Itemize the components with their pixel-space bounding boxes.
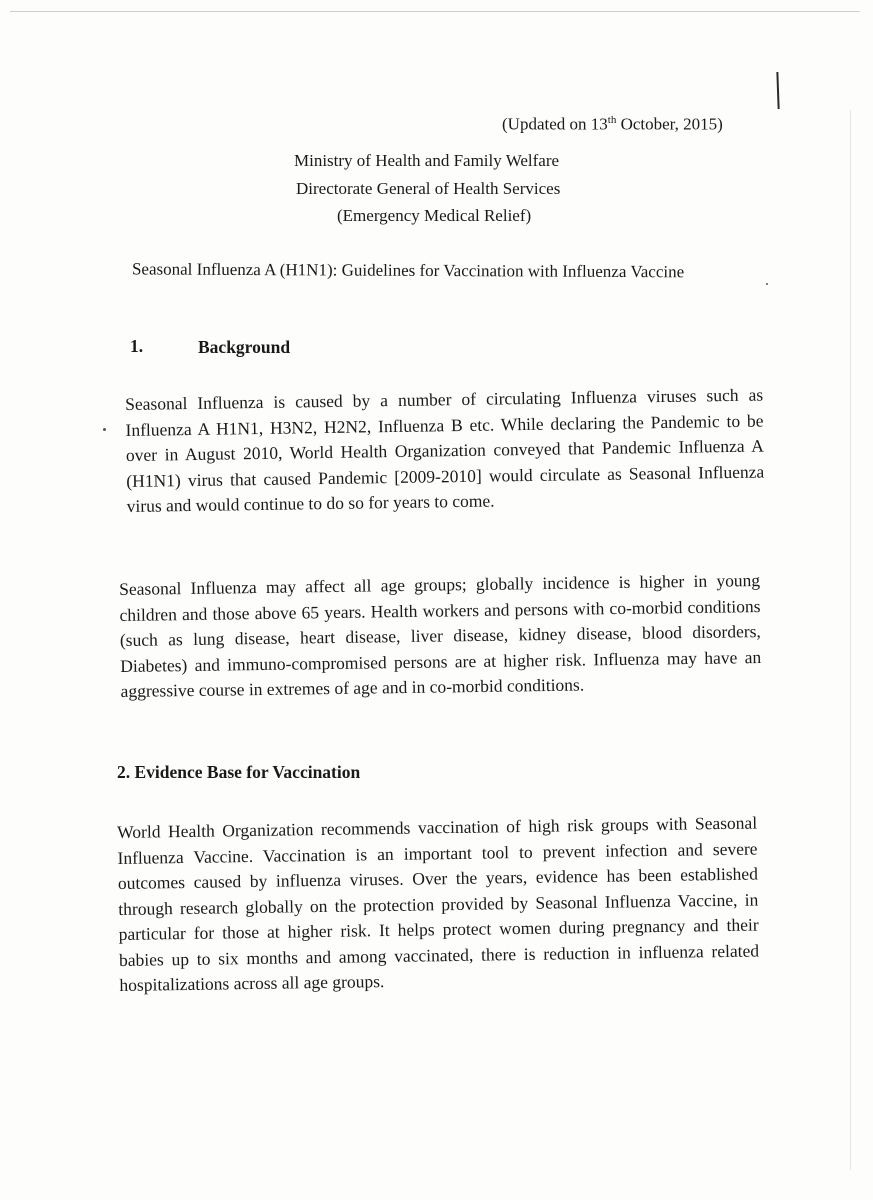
document-title: Seasonal Influenza A (H1N1): Guidelines for Vaccination with Influenza Vaccine — [131, 259, 685, 282]
section-number: 1. — [130, 336, 144, 356]
pen-mark — [776, 72, 779, 109]
updated-suffix: October, 2015) — [616, 114, 723, 134]
updated-prefix: (Updated on 13 — [502, 114, 608, 134]
evidence-paragraph: World Health Organization recommends vaccination of high risk groups with Seasonal Influenza Vaccine. Vaccination is an important tool to prevent infection and severe outcomes caused by influenza viruses. Over the years, evidence has been established through research globally on the protection provided by Seasonal Influenza Vaccine, in particular for those at higher risk. It helps protect women during pregnancy and their babies up to six months and among vaccinated, there is reduction in influenza related hospitalizations across all age groups. — [117, 812, 760, 995]
ministry-name: Ministry of Health and Family Welfare — [294, 151, 560, 170]
directorate-name: Directorate General of Health Services — [296, 179, 561, 198]
page-right-edge — [850, 110, 851, 1170]
background-paragraph-2: Seasonal Influenza may affect all age groups; globally incidence is higher in young children and those above 65 years. Health workers and persons with co-morbid conditions (such as lung disease, heart disease, liver disease, kidney disease, blood disorders, Diabetes) and immuno-compromised persons are at higher risk. Influenza may have an aggressive course in extremes of age and in co-morbid conditions. — [119, 570, 762, 701]
updated-date — [502, 114, 723, 135]
page-top-edge — [10, 11, 860, 12]
section-heading-background: Background — [198, 337, 291, 357]
updated-superscript: th — [607, 114, 617, 126]
background-paragraph-1: Seasonal Influenza is caused by a number of circulating Influenza viruses such as Influenza A H1N1, H3N2, H2N2, Influenza B etc. While declaring the Pandemic to be over in August 2010, World Health Organization conveyed that Pandemic Influenza A (H1N1) virus that caused Pandemic [2009-2010] would circulate as Seasonal Influenza virus and would continue to do so for years to come. — [125, 384, 765, 516]
department-name: (Emergency Medical Relief) — [337, 206, 532, 225]
scan-speck — [766, 283, 768, 285]
section-heading-evidence: 2. Evidence Base for Vaccination — [117, 762, 361, 782]
scan-speck — [103, 428, 106, 431]
